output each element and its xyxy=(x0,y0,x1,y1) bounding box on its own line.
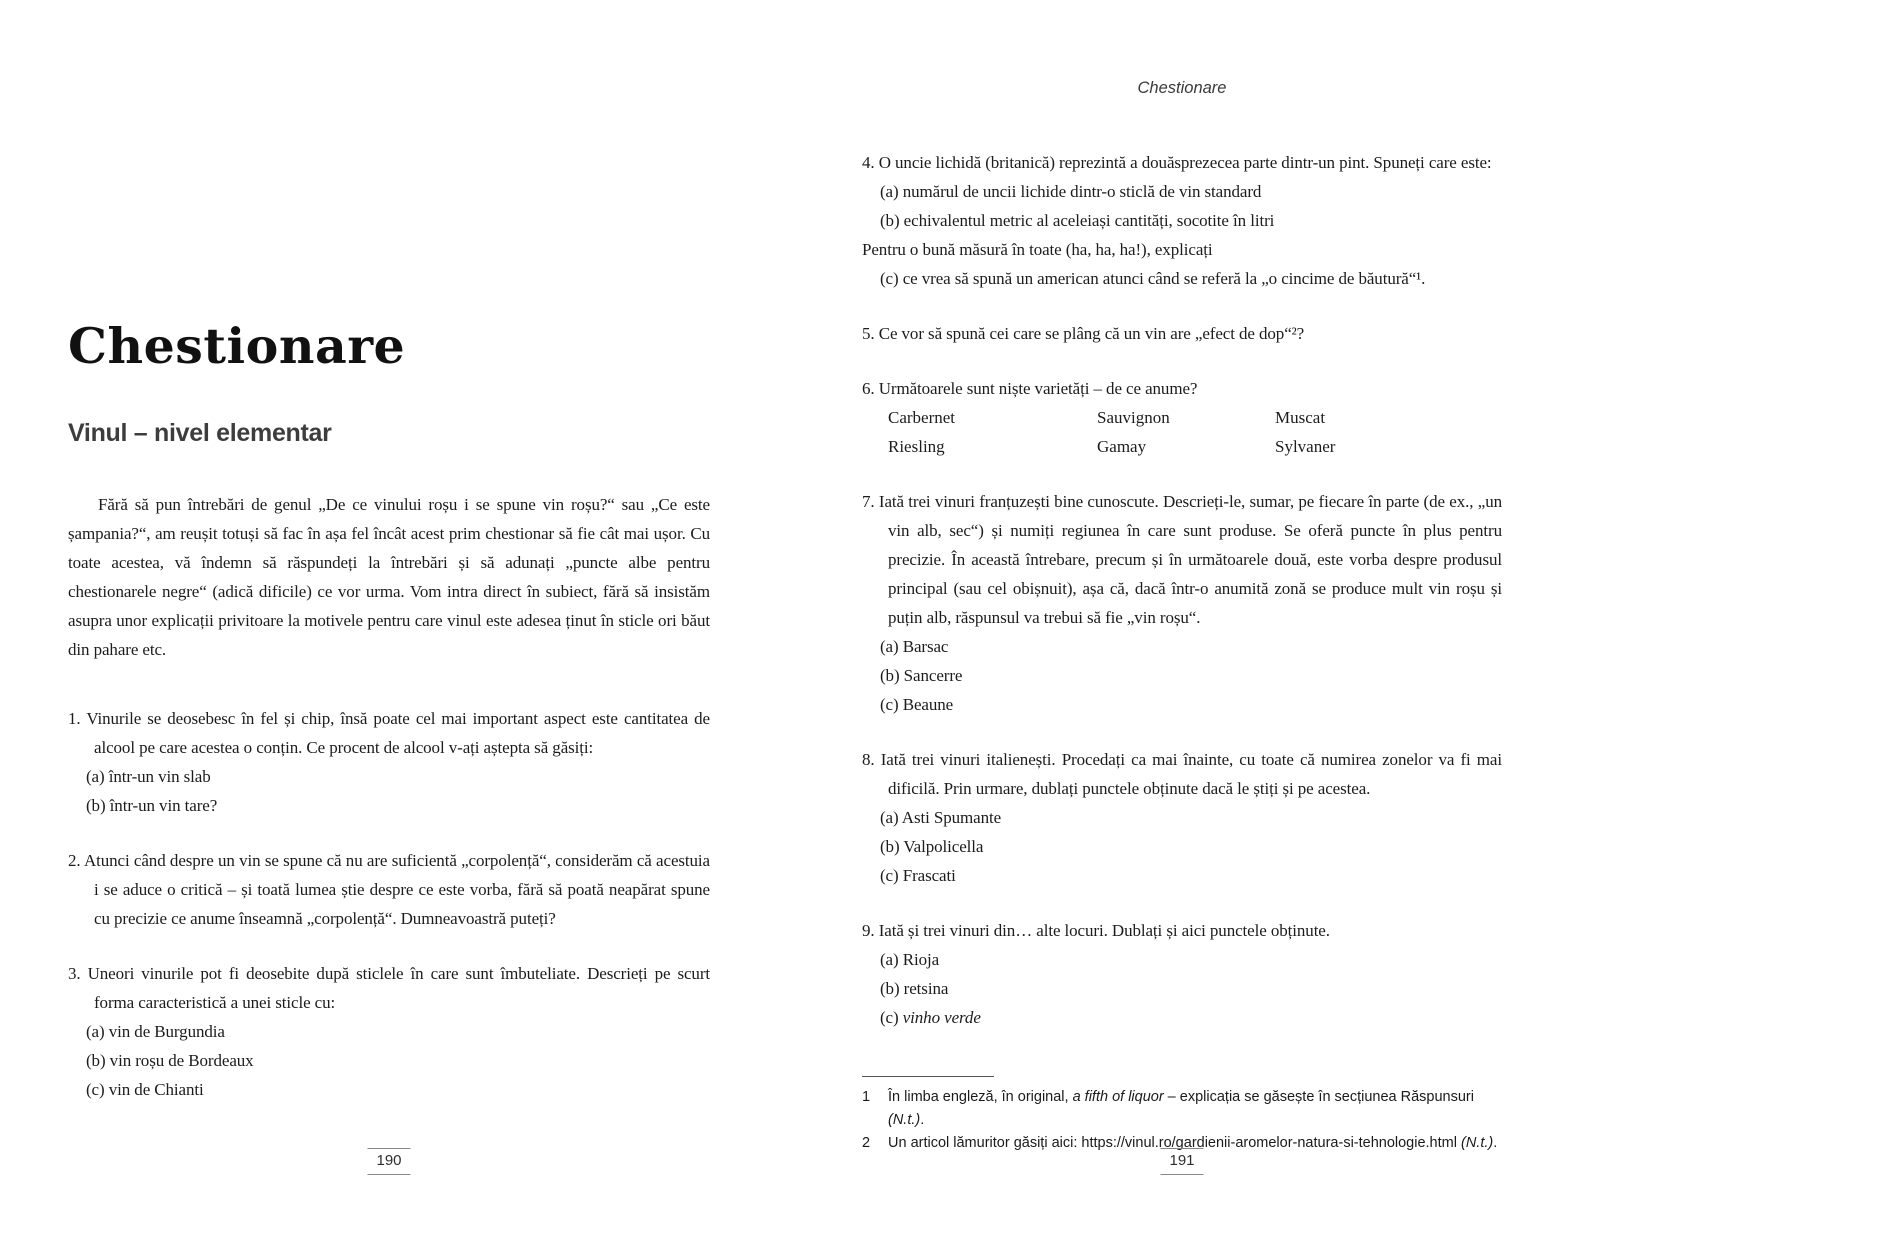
question-number: 4. xyxy=(862,153,879,172)
chapter-title: Chestionare xyxy=(68,317,406,375)
question-body: 5. Ce vor să spună cei care se plâng că un vin are „efect de dop“²? xyxy=(862,324,1305,343)
question-number: 7. xyxy=(862,492,879,511)
question-number: 1. xyxy=(68,709,87,728)
variety-row xyxy=(888,403,1502,432)
question-body: 9. Iată și trei vinuri din… alte locuri. Dublați și aici punctele obținute. xyxy=(862,921,1330,940)
text-segment: . xyxy=(1493,1135,1498,1151)
question-option: (b) într-un vin tare? xyxy=(86,796,218,815)
text-segment: . xyxy=(920,1112,925,1128)
text-segment: Un articol lămuritor găsiți aici: https://vinul.ro/gardienii-aromelor-natura-si-tehnologie.html xyxy=(888,1135,1461,1151)
question-item xyxy=(862,374,1502,461)
section-subtitle: Vinul – nivel elementar xyxy=(68,419,332,447)
question-item xyxy=(862,148,1502,293)
question-body: 7. Iată trei vinuri franțuzești bine cunoscute. Descrieți-le, sumar, pe fiecare în parte (de ex., „un vin alb, sec“) și numiți regiunea în care sunt produse. Se oferă puncte în plus pentru precizie. În această întrebare, precum și în următoarele două, este vorba despre produsul principal (sau cel obișnuit), așa că, dacă într-o anumită zonă se produce mult vin roșu și puțin alb, răspunsul va trebui să fie „vin roșu“. xyxy=(862,492,1502,627)
page-number-left: 190 xyxy=(367,1148,410,1175)
running-header: Chestionare xyxy=(1137,79,1227,97)
question-option: (a) numărul de uncii lichide dintr-o sticlă de vin standard xyxy=(880,182,1262,201)
question-option: (c) Frascati xyxy=(880,866,956,885)
question-option: (b) echivalentul metric al aceleiași cantități, socotite în litri xyxy=(880,211,1275,230)
variety-row xyxy=(888,432,1502,461)
variety-cell: Muscat xyxy=(1275,408,1326,427)
question-option: (b) Sancerre xyxy=(880,666,963,685)
variety-grid xyxy=(888,403,1502,461)
right-question-list xyxy=(862,148,1502,1032)
question-body: 2. Atunci când despre un vin se spune că nu are suficientă „corpolență“, considerăm că acestuia i se aduce o critică – și toată lumea știe despre ce este vorba, fără să poată neapărat spune cu precizie ce anume înseamnă „corpolență“. Dumneavoastră puteți? xyxy=(68,851,711,928)
question-number: 8. xyxy=(862,750,881,769)
left-question-list xyxy=(68,704,710,1104)
question-option: (a) vin de Burgundia xyxy=(86,1022,225,1041)
question-number: 3. xyxy=(68,964,88,983)
question-option: (a) Rioja xyxy=(880,950,940,969)
question-item xyxy=(68,959,710,1104)
question-item xyxy=(68,846,710,933)
question-item xyxy=(862,319,1502,348)
text-segment: a fifth of liquor xyxy=(1072,1089,1164,1105)
question-option: (a) Asti Spumante xyxy=(880,808,1002,827)
footnote-item xyxy=(862,1086,1502,1132)
question-number: 6. xyxy=(862,379,879,398)
text-segment: vinho verde xyxy=(902,1008,981,1027)
question-option: (a) într-un vin slab xyxy=(86,767,211,786)
question-option: (c) vin de Chianti xyxy=(86,1080,204,1099)
question-body: 1. Vinurile se deosebesc în fel și chip, însă poate cel mai important aspect este cantitatea de alcool pe care acestea o conțin. Ce procent de alcool v-ați aștepta să găsiți: xyxy=(68,709,710,757)
question-body: 3. Uneori vinurile pot fi deosebite după sticlele în care sunt îmbuteliate. Descrieți pe scurt forma caracteristică a unei sticle cu: xyxy=(68,964,711,1012)
text-segment: În limba engleză, în original, xyxy=(888,1089,1073,1105)
question-option: (b) retsina xyxy=(880,979,949,998)
text-segment: (N.t.) xyxy=(888,1112,921,1128)
question-item xyxy=(862,487,1502,719)
variety-cell: Carbernet xyxy=(888,408,956,427)
question-flush: Pentru o bună măsură în toate (ha, ha, ha!), explicați xyxy=(862,240,1213,259)
question-option: (b) vin roșu de Bordeaux xyxy=(86,1051,254,1070)
question-number: 2. xyxy=(68,851,84,870)
question-option: (b) Valpolicella xyxy=(880,837,984,856)
question-body: 8. Iată trei vinuri italienești. Procedați ca mai înainte, cu toate că numirea zonelor va fi mai dificilă. Prin urmare, dublați punctele obținute dacă le știți și pe acestea. xyxy=(862,750,1502,798)
question-option: (c) ce vrea să spună un american atunci când se referă la „o cincime de băutură“¹. xyxy=(880,269,1426,288)
footnote-rule xyxy=(862,1076,994,1077)
variety-cell: Gamay xyxy=(1097,437,1147,456)
question-number: 5. xyxy=(862,324,879,343)
question-option: (c) Beaune xyxy=(880,695,954,714)
variety-cell: Sauvignon xyxy=(1097,408,1170,427)
variety-cell: Sylvaner xyxy=(1275,437,1336,456)
left-page xyxy=(68,0,710,1240)
question-item xyxy=(862,916,1502,1032)
text-segment: (c) xyxy=(880,1008,903,1027)
text-segment: – explicația se găsește în secțiunea Răspunsuri xyxy=(1163,1089,1474,1105)
footnote-number: 1 xyxy=(862,1089,871,1105)
question-body: 6. Următoarele sunt niște varietăți – de ce anume? xyxy=(862,379,1198,398)
text-segment: (N.t.) xyxy=(1460,1135,1494,1151)
page-number-right: 191 xyxy=(1160,1148,1203,1175)
footnotes-block xyxy=(862,1076,1502,1155)
variety-cell: Riesling xyxy=(888,437,945,456)
question-item xyxy=(68,704,710,820)
right-page xyxy=(862,0,1502,1240)
question-body: 4. O uncie lichidă (britanică) reprezintă a douăsprezecea parte dintr-un pint. Spuneți care este: xyxy=(862,153,1492,172)
question-option: (a) Barsac xyxy=(880,637,949,656)
intro-paragraph: Fără să pun întrebări de genul „De ce vinului roșu i se spune vin roșu?“ sau „Ce este șampania?“, am reușit totuși să fac în așa fel încât acest prim chestionar să fie cât mai ușor. Cu toate acestea, vă îndemn să răspundeți la întrebări și să adunați „puncte albe pentru chestionarele negre“ (adică dificile) ce vor urma. Vom intra direct în subiect, fără să insistăm asupra unor explicații privitoare la motivele pentru care vinul este adesea ținut în sticle ori băut din pahare etc. xyxy=(68,495,710,659)
question-item xyxy=(862,745,1502,890)
footnote-number: 2 xyxy=(862,1135,871,1151)
question-number: 9. xyxy=(862,921,879,940)
question-option xyxy=(880,1003,1502,1032)
